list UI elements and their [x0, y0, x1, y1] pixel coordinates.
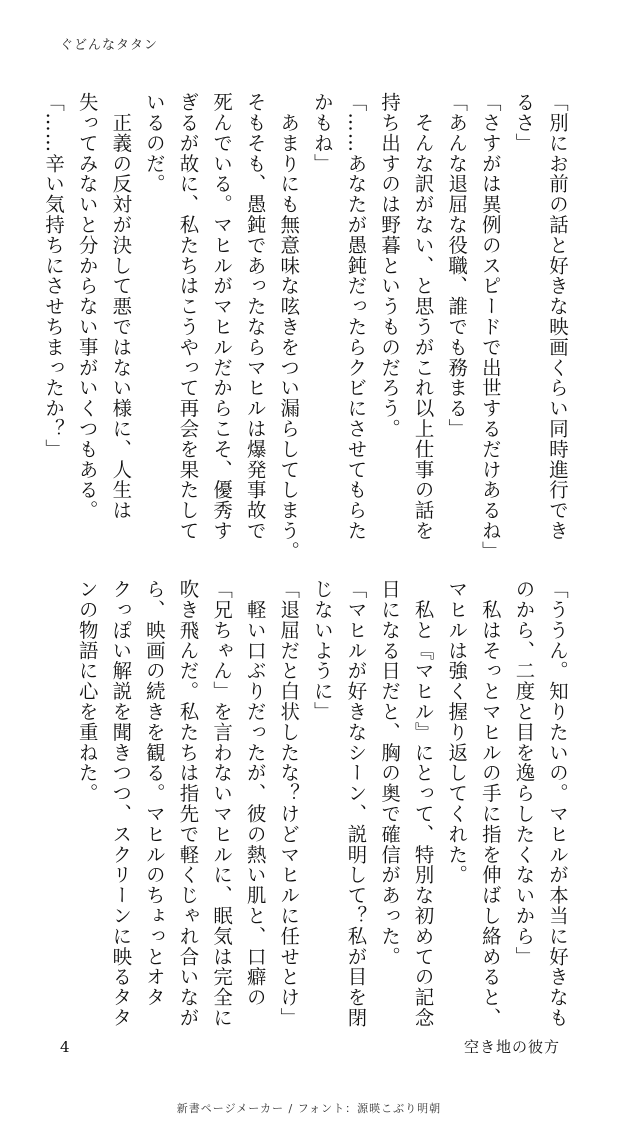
- text-line: 「ううん。知りたいの。マヒルが本当に好きなも: [546, 579, 569, 1028]
- text-line: 「兄ちゃん」を言わないマヒルに、眠気は完全に: [210, 579, 234, 1028]
- text-line: 「別にお前の話と好きな映画くらい同時進行でき: [546, 92, 569, 541]
- text-line: クっぽい解説を聞きつつ、スクリーンに映るタタ: [109, 579, 133, 1028]
- upper-text-block: [37, 92, 575, 562]
- text-line: そんな訳がない、と思うがこれ以上仕事の話を: [411, 92, 435, 541]
- text-line: 私はそっとマヒルの手に指を伸ばし絡めると、: [478, 579, 502, 1028]
- text-line: 「さすがは異例のスピードで出世するだけあるね」: [478, 92, 502, 562]
- text-line: 正義の反対が決して悪ではない様に、人生は: [109, 92, 133, 521]
- text-line: ぎるが故に、私たちはこうやって再会を果たして: [176, 92, 200, 541]
- text-line: 私と『マヒル』にとって、特別な初めての記念: [411, 579, 435, 1028]
- text-line: 持ち出すのは野暮というものだろう。: [378, 92, 402, 439]
- running-title: ぐどんなタタン: [60, 38, 159, 53]
- text-line: あまりにも無意味な呟きをつい漏らしてしまう。: [277, 92, 301, 562]
- lower-text-block: [70, 579, 574, 1028]
- text-line: 「……あなたが愚鈍だったらクビにさせてもらた: [344, 92, 368, 541]
- text-line: ら、映画の続きを観る。マヒルのちょっとオタ: [142, 579, 166, 1008]
- text-line: 「……辛い気持ちにさせちまったか？」: [42, 92, 66, 460]
- text-line: そもそも、愚鈍であったならマヒルは爆発事故で: [243, 92, 267, 541]
- text-line: 吹き飛んだ。私たちは指先で軽くじゃれ合いなが: [176, 579, 200, 1028]
- text-line: いるのだ。: [142, 92, 166, 194]
- text-line: 死んでいる。マヒルがマヒルだからこそ、優秀す: [210, 92, 234, 541]
- page-number: 4: [60, 1038, 70, 1056]
- text-line: じないように」: [310, 579, 334, 722]
- text-line: のから、二度と目を逸らしたくないから」: [512, 579, 536, 967]
- text-line: 「退屈だと白状したな？けどマヒルに任せとけ」: [277, 579, 301, 1028]
- text-line: 日になる日だと、胸の奥で確信があった。: [378, 579, 402, 967]
- text-line: 失ってみないと分からない事がいくつもある。: [75, 92, 99, 521]
- text-line: マヒルは強く握り返してくれた。: [445, 579, 469, 885]
- text-line: かもね」: [310, 92, 334, 174]
- text-line: ンの物語に心を重ねた。: [75, 579, 99, 804]
- text-line: 軽い口ぶりだったが、彼の熱い肌と、口癖の: [243, 579, 267, 1008]
- credit-line: 新書ページメーカー / フォント：源暎こぶり明朝: [176, 1102, 442, 1115]
- text-line: 「あんな退屈な役職、誰でも務まる」: [445, 92, 469, 439]
- book-title: 空き地の彼方: [463, 1038, 560, 1056]
- text-line: 「マヒルが好きなシーン、説明して？私が目を閉: [344, 579, 368, 1028]
- text-line: るさ」: [512, 92, 536, 154]
